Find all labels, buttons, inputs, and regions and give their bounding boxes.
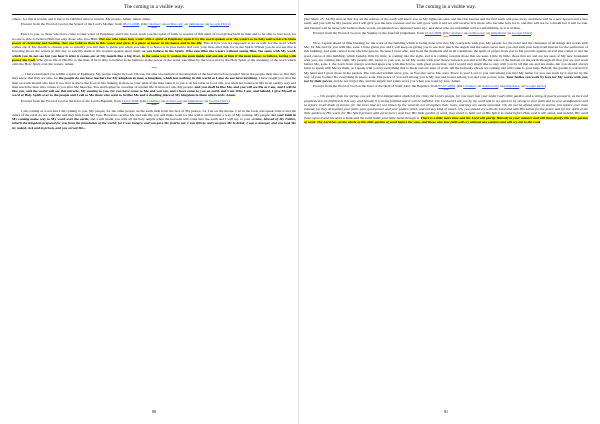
paragraph-text: and do not forget this, and the angels and saints serve you when you work by love. Amen.: [333, 79, 461, 84]
bold-text: for your faith in My coming make way to My word over the earth,: [12, 112, 296, 122]
bold-text: and you shall be like Me, and you will see Me as I am, and I will be like you, and the world will see this miracle, My coming to you, for you have come to Me and you are, and I have come to you on earth and I am Who I am, and behold, I give Myself as word of Holy Spirit over to the people and I call to Me those who want to be like Me and a dwelling place of My kingdom in them afterwards. Amen.: [12, 84, 296, 98]
paragraph-text: ... I have enveloped you within a spirit of Epiphany, My people taught by God. Oh son, become an example of the kingdom of the heavens before people! Show the people their sins so that they may know that they are sins, for: [12, 72, 296, 81]
paragraph-text: This is how you are supposed to do as well, for the word which comes out of My mouth to cleanse you, to sanctify you and then to guide you when you take it to honor it in your hearts and over your lives after that, for as the Spirit, Whom you do not see that is hovering above the waters in this day to sanctify them at the worded spoken upon them,: [12, 40, 296, 54]
highlighted-text: in the same way it washes the man inside and outside of him if the man knows to believe, loving with power the God.: [12, 53, 296, 62]
source-line: Excerpt from the Word of God on the feast of the birth of Saint John, the Baptizer, from 07-07-2009. (On Calameo; on archive.org; on jumpshare; on Google Drive): [313, 84, 547, 89]
paragraph-text: I am coming as word and I am coming to you, My people, for the other people on the earth hide from the face of My justice, for I sit on the throne, I sit in the book and speak from it and the rulers of the earth do not want Me and they hide from My face. However, receive Me and sanctify you and make room for Me with it and become a way of My coming. My people,: [12, 108, 296, 117]
page-gutter: [298, 0, 299, 424]
source-text: Excerpt from the Word of God at the feast of the Lord's Baptism, from: [21, 98, 121, 103]
left-page-body: [12, 15, 296, 130]
right-page-header: The coming in a visible way.: [304, 0, 588, 15]
paragraph-text: I have taught you, that the man on earth should also bear it too, that is above the food of life making in man on your table if the man takes it to put it on his table as food. Oh, you shall not believe in Me in an earthly way and then teach the man who comes to you after Me likewise. You shall rather be a teacher of eternal life in man as I am, My people,: [12, 76, 296, 89]
date-link[interactable]: 22-02-2009: [424, 30, 442, 35]
source-line: Excerpt from the Word of God on the Sunday of the fourfold judgement, from 22-02-2009. (On Calameo; on archive.org; on jumpshare; on Google Drive): [313, 30, 533, 35]
bold-text: Your bodies can work by love for My works with you, not by their power,: [304, 74, 589, 84]
archive-link[interactable]: archive.org: [165, 98, 182, 103]
source-text: Excerpt from the Word of God on the feast of the birth of Saint John, the Baptizer, from: [313, 84, 438, 89]
paragraph-text: Now, I speak ahead of time blessing for the work of the building which is being done now into My courtyards with you, My people, for the order and the cleanness of all things and works with Me, for Me and for you with Me, sons. I have given you and I will keep on giving you to see how much the angels and the saints serve near you and with your help from heaven for the perfection of this building, and saint cannot work when he gets in, because I overcome, and in all the moments and in all conditions, the spirit of prayer from you to Me prevails against all evil that comes to test the good course of this building, which behold, little by little, is coming into the sight, and it is coming towards those that are seen. Little by little, those that are and are not seen of My new Jerusalem with you, are coming into sight, My people. Oh, peace to you, son, in all My works with you! Peace between son and son! Be the sons of the heaven on the earth through all that you are and work before Me, sons. I, the Lord, have always watched upon you with much love, with great protection; and I would very much like to stay with you by all that are and are made, but you should always learn to speak with Me by them, as I speak with you by everything that is made and are seen of work. All the heavenly ghosts are coming and will come to your help. Behold, the garden is watered by My hand and I grow those in the garden. The rain and warmth serve you, as You also serve Me, sons. Peace to you! Love to you and among you into My name; for you can work by it and not by the way of your bodies! Do everything in peace, sons. The peace of you and among you is My rest and power among you and your power, sons.: [304, 40, 588, 79]
calameo-link[interactable]: Calameo: [146, 98, 160, 103]
left-page-number: 80: [152, 409, 156, 414]
paragraph: [304, 94, 588, 124]
right-page-number: 81: [444, 409, 448, 414]
paragraph: [12, 17, 296, 21]
separator-stars: ***: [151, 102, 157, 107]
scripture-reference: (See Matt: 25: 34-36): [304, 17, 335, 21]
source-line: Excerpt from the Word of God at the Synod of the Lord's Mother, from 08-01-2008. (On Calameo; on archive.org; on jumpshare; on Google Drive): [21, 22, 231, 27]
paragraph-text: Who gives life of His life to the man, if he is able to believe as he believes in the power of the water sanctified by the word and by the Holy Spirit at the speaking of the word which calls the Holy Spirit over the waters. Amen.: [12, 57, 296, 67]
source-line: Excerpt from the Word of God at the feast of the Lord's Baptism, from 19-01-2008. (On Calameo; on archive.org; on jumpshare; on Google Drive): [21, 98, 230, 103]
italic-text: ... ... Oh, people from the spring, you are the first independent citadel of the cities the Lord's people, for you have into your midst God's little garden, and a string of pearls around it, as the Lord prophesied to be fulfilled in this way, and behold, it is being fulfilled and it will be fulfilled. The Lord and I ask you by my word and in my spirit to be strong in your faith and in your steadfastness and to rejoice in all kinds of storms, for the trees that are not blown by the wind do not strengthen their roots, and they are easily uprooted. Oh, do not be afraid while in storms, but rejoice over them instead, for they strengthen your faith, your good power and your golden stitch, and not any kind of watch. Oh, you should cry with the Lord and with His saints for the peace and for the spirit of the little garden of His word, for His Spirit presses with great mercy and love His little garden of word, that which is built out of His Spirit to stand before Him, and it will stand, and behold, His word flows upon it and becomes a book and the Lord holds your little hand through it.: [304, 94, 588, 120]
left-page: [12, 0, 296, 424]
paragraph: [12, 32, 296, 66]
paragraph-text: Peace to you, to those who have come to take water of Epiphany, and I, the Lord, teach you the spirit of faith, to receive of this spirit of God giving birth in man and to be able to love God, for no one is able to believe Him, but only those who love Him.: [12, 32, 296, 41]
archive-link[interactable]: archive.org: [468, 30, 485, 35]
right-page: [304, 0, 588, 424]
source-text: Excerpt from the Word of God on the Sunday of the fourfold judgement, from: [313, 30, 424, 35]
jumpshare-link[interactable]: jumpshare: [504, 84, 520, 89]
paragraph: [304, 17, 588, 30]
archive-link[interactable]: archive.org: [482, 84, 499, 89]
right-page-body: [304, 15, 588, 124]
archive-link[interactable]: archive.org: [166, 22, 183, 27]
date-link[interactable]: 19-01-2008: [121, 98, 139, 103]
google-drive-link[interactable]: Google Drive: [209, 22, 230, 27]
highlighted-text: The one who takes holy water with a spirit of Epiphany upon it by the word spoken over the waters to be holy and to have in them power of cleansing and healing, that one believes then in this water and gives it a place of honor in his house and in his life.: [12, 36, 296, 45]
google-drive-link[interactable]: Google Drive: [208, 98, 229, 103]
separator-stars: ***: [151, 26, 157, 31]
google-drive-link[interactable]: Google Drive: [511, 30, 532, 35]
bold-text: the people do not have teachers for My kingdom in man, a kingdom, which has nothing in this world as I also do not have anything.: [58, 76, 258, 81]
calameo-link[interactable]: Calameo: [449, 30, 463, 35]
separator-stars: ***: [443, 88, 449, 93]
jumpshare-link[interactable]: jumpshare: [187, 98, 203, 103]
google-drive-link[interactable]: Google Drive: [525, 84, 545, 89]
date-link[interactable]: 07-07-2009: [438, 84, 455, 89]
bold-text: so you believe in the Spirit, Who sanctifies the waters without seeing Him, the same with My word, which you do not see but you hear it after it comes out of My mouth like a big river,: [12, 49, 297, 58]
highlighted-text: There is a little more time and the Lord will glorify Himself in your manner and will then glorify His little garden of word. The Lord has set the whole of this little garden of word before the sons, and those who love faith will cry without any comfort and will cry out to the Lord: [304, 115, 589, 124]
calameo-link[interactable]: Calameo: [147, 22, 161, 27]
paragraph: [12, 72, 296, 98]
left-page-header: The coming in a visible way.: [12, 0, 296, 15]
date-link[interactable]: 08-01-2008: [122, 22, 140, 27]
paragraph: [12, 109, 296, 130]
paragraph-text: And on that day all the nations of the earth will know you as My righteous ones, and the first heaven and the first earth will pass away, and there will be a new heaven and a new earth, and you will be My people and I will give you the new creation and we will grow with it and we will receive in it those who become holy for it, and this will not be a dream but it will be true, and blessed will be those who believe these words, prophesied two thousand years ago, and those who are unfaithful will act unfaithfully, as it is written.: [304, 17, 588, 30]
separator-stars: ***: [443, 34, 449, 39]
jumpshare-link[interactable]: jumpshare: [188, 22, 204, 27]
paragraph-text: other», for this is written and it has to be fulfilled what is written, My people. Amen, amen, amen.: [12, 17, 151, 21]
bold-italic-quote: «Come, blessed of My Father, inherit the Kingdom prepared for you from the foundation of the world; for I was hungry, and you gave Me food to eat; I was thirsty, and you gave Me to drink; I was a stranger, and you took Me in; naked, sick and in prison, and you served Me».: [12, 117, 296, 130]
source-text: Excerpt from the Word of God at the Synod of the Lord's Mother, from: [21, 22, 122, 27]
calameo-link[interactable]: Calameo: [463, 84, 476, 89]
paragraph: [304, 41, 588, 84]
paragraph-text: and I will thank you with all the holy angels when the heavens will come into the earth and I will say to your: [90, 117, 251, 122]
separator-stars: ***: [151, 66, 157, 71]
jumpshare-link[interactable]: jumpshare: [490, 30, 506, 35]
